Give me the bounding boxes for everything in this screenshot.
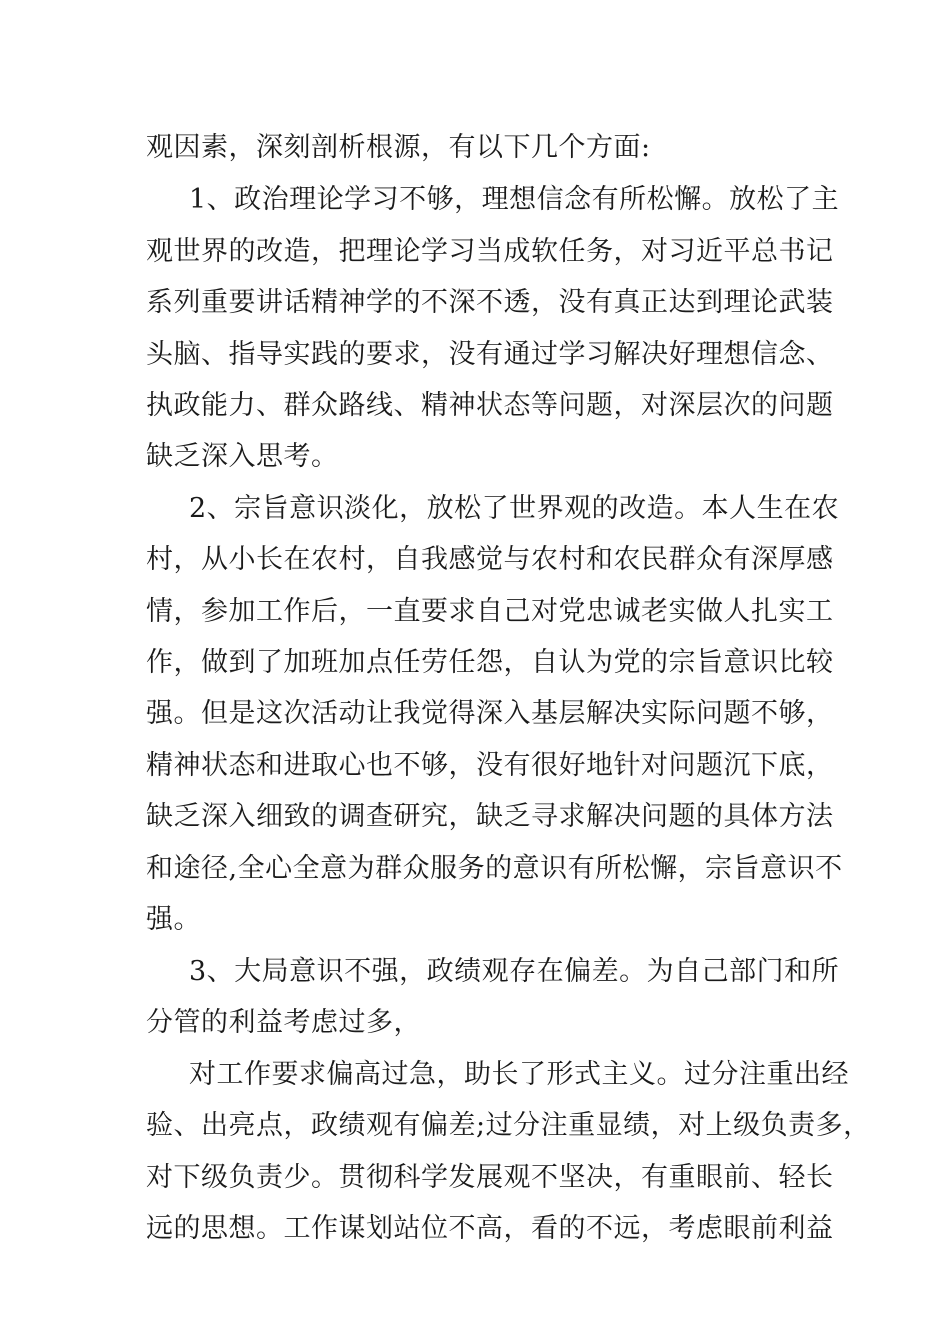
text-line: 对工作要求偏高过急，助长了形式主义。过分注重出经 [189, 1059, 849, 1090]
text-line: 对下级负责少。贯彻科学发展观不坚决，有重眼前、轻长 [146, 1162, 834, 1193]
text-line: 强。 [146, 904, 201, 935]
text-line: 情，参加工作后，一直要求自己对党忠诚老实做人扎实工 [146, 596, 834, 627]
text-line: 和途径,全心全意为群众服务的意识有所松懈，宗旨意识不 [146, 853, 843, 884]
text-line: 观因素，深刻剖析根源，有以下几个方面: [146, 132, 651, 163]
text-line: 分管的利益考虑过多， [146, 1007, 421, 1038]
text-line: 远的思想。工作谋划站位不高，看的不远，考虑眼前利益 [146, 1213, 834, 1244]
text-line: 观世界的改造，把理论学习当成软任务，对习近平总书记 [146, 236, 834, 267]
text-line: 执政能力、群众路线、精神状态等问题，对深层次的问题 [146, 390, 834, 421]
text-line: 缺乏深入思考。 [146, 441, 339, 472]
paragraph-1-heading: 1、政治理论学习不够，理想信念有所松懈。放松了主 [189, 184, 840, 215]
text-line: 系列重要讲话精神学的不深不透，没有真正达到理论武装 [146, 287, 834, 318]
paragraph-3-heading: 3、大局意识不强，政绩观存在偏差。为自己部门和所 [189, 956, 840, 987]
text-line: 头脑、指导实践的要求，没有通过学习解决好理想信念、 [146, 339, 834, 370]
paragraph-2-heading: 2、宗旨意识淡化，放松了世界观的改造。本人生在农 [189, 493, 840, 524]
text-line: 精神状态和进取心也不够，没有很好地针对问题沉下底， [146, 750, 834, 781]
text-line: 村，从小长在农村，自我感觉与农村和农民群众有深厚感 [146, 544, 834, 575]
text-line: 强。但是这次活动让我觉得深入基层解决实际问题不够， [146, 698, 834, 729]
text-line: 缺乏深入细致的调查研究，缺乏寻求解决问题的具体方法 [146, 801, 834, 832]
text-line: 验、出亮点，政绩观有偏差;过分注重显绩，对上级负责多， [146, 1110, 871, 1141]
text-line: 作，做到了加班加点任劳任怨，自认为党的宗旨意识比较 [146, 647, 834, 678]
